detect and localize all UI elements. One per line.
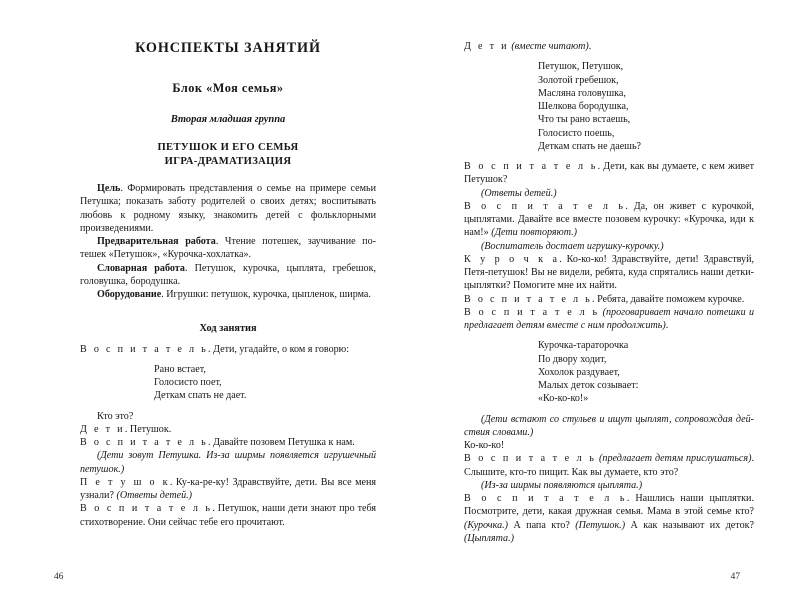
left-body-text [80, 182, 376, 529]
preparatory-work-paragraph [80, 235, 376, 262]
dialogue-text: . Слышите, кто-то пищит. Как вы думаете, кто это? [464, 453, 754, 478]
dialogue-text: А папа кто? [508, 519, 576, 531]
dialogue-line-teacher-5 [464, 200, 754, 240]
verse-line: Золотой гребешок, [538, 74, 619, 86]
verse-line: Хохолок раздувает, [538, 366, 620, 378]
riddle-verse [80, 363, 376, 403]
dialogue-text: Ко-ко-ко! [464, 440, 505, 451]
dialogue-text: . Петушок, наши дети знают про тебя стихотворение. Они сейчас тебе его прочитают. [80, 503, 376, 528]
lesson-title-line-1: ПЕТУШОК И ЕГО СЕМЬЯ [157, 142, 299, 153]
inline-stage-direction: (проговаривает начало потешки и предлагает детям вместе с ним продолжить) [464, 306, 754, 331]
speaker-label: В о с п и т а т е л ь [464, 493, 627, 504]
goal-paragraph [80, 182, 376, 235]
lesson-title-line-2: ИГРА-ДРАМАТИЗАЦИЯ [164, 155, 292, 167]
inline-stage-direction: (вместе читают) [508, 41, 589, 52]
goal-label: Цель [97, 183, 121, 195]
inline-stage-direction: (предлагает детям прислушаться) [596, 453, 752, 465]
left-page-column [22, 40, 400, 600]
dialogue-text: . Нашлись наши цыплятки. Посмотрите, дети, какая дружная семья. Мама в этой семье кто? [464, 493, 754, 518]
speaker-label: П е т у ш о к [80, 476, 170, 488]
page-number-left: 46 [54, 572, 64, 582]
verse-line: Масляна головушка, [538, 87, 626, 99]
speaker-label: Д е т и [80, 423, 125, 435]
dialogue-text: . [588, 41, 592, 52]
dialogue-line-teacher-4 [464, 160, 754, 187]
speaker-label: В о с п и т а т е л ь [464, 200, 626, 212]
verse-line: Шелкова бородушка, [538, 101, 629, 112]
equipment-paragraph [80, 288, 376, 301]
right-body-text [464, 40, 754, 545]
dialogue-line-teacher-3 [80, 502, 376, 529]
preparatory-work-label: Предварительная работа [97, 236, 216, 248]
dialogue-text: . [665, 320, 669, 331]
dialogue-text: . Да, он живет с курочкой, цыплятами. Давайте все вместе позовем курочку: «Курочка, иди к нам!» [464, 200, 754, 239]
stage-direction-3: (Воспитатель достает игрушку-курочку.) [481, 240, 664, 252]
verse-line: «Ко-ко-ко!» [538, 393, 589, 405]
dialogue-line-teacher-6 [464, 293, 754, 306]
verse-line: Рано встает, [154, 363, 206, 375]
lesson-title [80, 141, 376, 168]
dialogue-text: . Дети, как вы думаете, с кем живет Петушок? [464, 161, 754, 186]
verse-line: Малых деток созывает: [538, 380, 639, 391]
stage-direction-5: (Из-за ширмы появляются цыплята.) [481, 479, 643, 491]
course-heading: Ход занятия [199, 323, 257, 335]
verse-line: Что ты рано встаешь, [538, 114, 631, 126]
dialogue-line-hen-1 [464, 253, 754, 293]
dialogue-text: . Давайте позовем Петушка к нам. [208, 437, 355, 449]
inline-stage-direction: (Ответы детей.) [116, 490, 193, 502]
inline-stage-direction: (Курочка.) [464, 519, 509, 531]
equipment-label: Оборудование [97, 289, 162, 301]
stage-direction-2: (Ответы детей.) [481, 187, 557, 199]
speaker-label: В о с п и т а т е л ь [464, 293, 593, 305]
vocabulary-work-paragraph [80, 262, 376, 289]
verse-line: Петушок, Петушок, [538, 61, 624, 73]
dialogue-text: . Ко-ко-ко! Здравствуйте, дети! Здравствуй, Петя-петушок! Вы не видели, ребята, куда спрятались наши детки-цыплятки? Помогите мне их найти. [464, 253, 755, 292]
verse-line: Курочка-тараторочка [538, 340, 629, 352]
dialogue-text: . Петушок. [124, 423, 172, 435]
speaker-label: В о с п и т а т е л ь [80, 503, 213, 515]
dialogue-text: . Дети, угадайте, о ком я говорю: [208, 343, 350, 355]
right-page-column [400, 40, 778, 600]
dialogue-line-teacher-9 [464, 492, 754, 545]
inline-stage-direction: (Дети повторяют.) [491, 227, 578, 239]
dialogue-line-teacher-1 [80, 343, 376, 356]
vocabulary-work-text: . Петушок, курочка, цыплята, гребешок, головушка, бородушка. [80, 262, 376, 287]
dialogue-line-teacher-7 [464, 306, 754, 333]
vocabulary-work-label: Словарная работа [97, 262, 185, 274]
speaker-label: В о с п и т а т е л ь [464, 161, 598, 172]
dialogue-line-children-1 [80, 423, 376, 436]
dialogue-text: . Ку-ка-ре-ку! Здравствуйте, дети. Вы все меня узнали? [80, 476, 376, 502]
stage-direction-4: (Дети встают со стульев и ищут цыплят, сопровождая действия словами.) [464, 413, 754, 438]
speaker-label: В о с п и т а т е л ь [80, 343, 209, 355]
dialogue-line-rooster-1 [80, 476, 376, 503]
rooster-poem [464, 60, 754, 153]
dialogue-text: Кто это? [97, 410, 134, 422]
verse-line: Голосисто поет, [154, 377, 222, 389]
dialogue-line-children-read [464, 40, 754, 53]
inline-stage-direction: (Петушок.) [575, 519, 626, 531]
preparatory-work-text: . Чтение потешек, заучивание потешек «Петушок», «Курочка-хохлатка». [80, 236, 376, 261]
hen-poem [464, 339, 754, 405]
main-heading: КОНСПЕКТЫ ЗАНЯТИЙ [135, 40, 321, 56]
dialogue-text: . Ребята, давайте поможем курочке. [592, 293, 745, 305]
dialogue-text: А как называют их деток? [625, 519, 754, 531]
stage-direction-1: (Дети зовут Петушка. Из-за ширмы появляется игрушечный петушок.) [80, 450, 376, 475]
verse-line: Голосисто поешь, [538, 127, 615, 139]
dialogue-line-kokoko [464, 439, 754, 452]
verse-line: Деткам спать не дает. [154, 390, 247, 402]
equipment-text: . Игрушки: петушок, курочка, цыпленок, ширма. [161, 289, 371, 301]
speaker-label: Д е т и [464, 41, 509, 52]
goal-text: . Формировать представления о семье на примере семьи Петушка; показать заботу родителей о своих детях; воспитывать любовь к родному языку, знакомить детей с фольклорными произведениями. [80, 183, 376, 234]
inline-stage-direction: (Цыплята.) [464, 532, 514, 544]
verse-line: По двору ходит, [538, 353, 607, 365]
verse-line: Деткам спать не даешь? [538, 140, 642, 152]
dialogue-line-question [80, 410, 376, 423]
dialogue-line-teacher-2 [80, 436, 376, 449]
age-group-heading: Вторая младшая группа [170, 114, 286, 125]
block-heading: Блок «Моя семья» [172, 81, 284, 95]
page-number-right: 47 [730, 572, 740, 582]
dialogue-line-teacher-8 [464, 452, 754, 479]
speaker-label: В о с п и т а т е л ь [80, 437, 209, 449]
speaker-label: К у р о ч к а [464, 253, 560, 265]
speaker-label: В о с п и т а т е л ь [464, 453, 597, 465]
speaker-label: В о с п и т а т е л ь [464, 306, 600, 318]
